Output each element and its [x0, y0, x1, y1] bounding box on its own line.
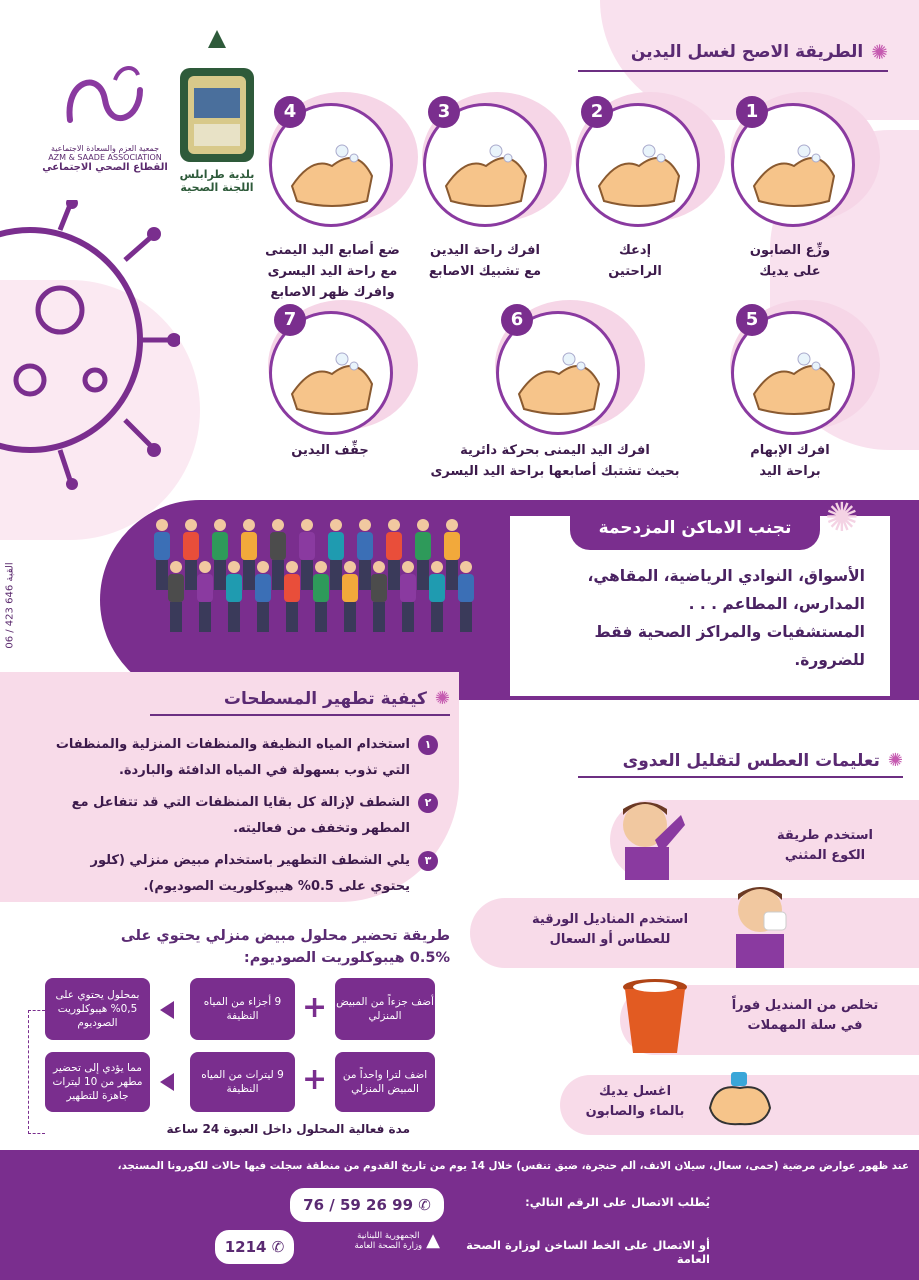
- person-legs: [373, 602, 385, 632]
- person-head: [417, 519, 429, 531]
- person-head: [388, 519, 400, 531]
- person-head: [301, 519, 313, 531]
- bleach-row1-a: أضف جزءاً من المبيض المنزلي: [335, 978, 435, 1040]
- bleach-row1-c: بمحلول يحتوي على 0,5% هيبوكلوريت الصوديوم: [45, 978, 150, 1040]
- person-legs: [257, 602, 269, 632]
- step-1-number: 1: [736, 96, 768, 128]
- crowd-line-4: للضرورة.: [794, 651, 865, 669]
- person-head: [431, 561, 443, 573]
- step-6-caption-line-2: بحيث تشتبك أصابعها براحة اليد اليسرى: [430, 464, 680, 479]
- step-6-number: 6: [501, 304, 533, 336]
- azm-sector: القطاع الصحي الاجتماعي: [42, 162, 168, 173]
- person-legs: [344, 602, 356, 632]
- crowd-people-icon: [150, 505, 480, 645]
- sneeze-title: تعليمات العطس لتقليل العدوى: [622, 750, 880, 771]
- crowd-line-1: الأسواق، النوادي الرياضية، المقاهي،: [587, 567, 865, 585]
- sneeze-item-1: [770, 826, 880, 866]
- crowd-title: تجنب الاماكن المزدحمة: [598, 518, 792, 538]
- person-legs: [228, 602, 240, 632]
- handwash-title: الطريقة الاصح لغسل اليدين: [630, 42, 864, 62]
- person-legs: [243, 560, 255, 590]
- person-body: [270, 532, 286, 560]
- phone-icon: ✆: [271, 1238, 285, 1256]
- bleach-row2-a: اضف لترا واحداً من المبيض المنزلي: [335, 1052, 435, 1112]
- person-legs: [431, 602, 443, 632]
- surfaces-item-1-line-1: استخدام المياه النظيفة والمنظفات المنزلية والمنظفات: [55, 737, 410, 752]
- tissue-sneeze-icon: [720, 878, 800, 968]
- sneeze-header: [578, 750, 903, 778]
- azm-name-ar: جمعية العزم والسعادة الاجتماعية: [50, 144, 160, 153]
- hotline-number: 1214: [224, 1238, 267, 1256]
- bleach-note: مدة فعالية المحلول داخل العبوة 24 ساعة: [166, 1122, 410, 1136]
- surfaces-title: كيفية تطهير المسطحات: [223, 688, 427, 709]
- person-body: [400, 574, 416, 602]
- step-5-number: 5: [736, 304, 768, 336]
- crowd-text: [515, 562, 865, 674]
- sneeze-item-2-line-1: استخدم المناديل الورقية: [531, 912, 689, 927]
- person-head: [170, 561, 182, 573]
- municipality-emblem: [174, 28, 260, 168]
- virus-bullet-icon: ✺: [887, 750, 903, 771]
- step-2-caption-line-1: إدعك: [618, 243, 652, 258]
- trash-bin-icon: [620, 975, 690, 1055]
- bleach-row1-b: 9 أجزاء من المياه النظيفة: [190, 978, 295, 1040]
- person-legs: [301, 560, 313, 590]
- person-head: [185, 519, 197, 531]
- step-5-caption-line-2: براحة اليد: [759, 464, 821, 479]
- crowd-line-3: المستشفيات والمراكز الصحية فقط: [594, 623, 865, 641]
- step-3-number: 3: [428, 96, 460, 128]
- step-4-caption-line-1: ضع أصابع اليد اليمنى: [265, 243, 400, 258]
- person-legs: [156, 560, 168, 590]
- person-body: [299, 532, 315, 560]
- surfaces-list: [18, 732, 438, 906]
- surfaces-item-2: [18, 790, 438, 842]
- arrow-left-icon: [160, 1073, 174, 1091]
- elbow-sneeze-icon: [615, 795, 685, 880]
- person-legs: [199, 602, 211, 632]
- cedar-icon: ▲: [426, 1230, 440, 1251]
- person-body: [255, 574, 271, 602]
- phone-number: 76 / 59 26 99: [303, 1196, 414, 1214]
- municipality-logo: [172, 28, 262, 194]
- step-2-number: 2: [581, 96, 613, 128]
- person-body: [168, 574, 184, 602]
- ministry-line-1: الجمهورية اللبنانية: [357, 1230, 420, 1241]
- virus-bullet-icon: ✺: [434, 688, 450, 709]
- person-body: [313, 574, 329, 602]
- person-legs: [359, 560, 371, 590]
- person-body: [342, 574, 358, 602]
- person-legs: [170, 602, 182, 632]
- phone-number-pill[interactable]: [290, 1188, 444, 1222]
- azm-logo: [40, 60, 170, 173]
- person-body: [415, 532, 431, 560]
- surfaces-item-1: [18, 732, 438, 784]
- step-6-caption: [420, 440, 690, 482]
- sneeze-item-1-line-2: الكوع المثني: [784, 848, 866, 863]
- person-head: [446, 519, 458, 531]
- crowd-line-2: المدارس، المطاعم . . .: [688, 595, 865, 613]
- step-4-caption: [250, 240, 415, 303]
- surfaces-item-2-line-2: المطهر وتخفف من فعاليته.: [233, 821, 410, 836]
- arrow-left-icon: [160, 1001, 174, 1019]
- person-legs: [417, 560, 429, 590]
- number-badge: ٣: [418, 851, 438, 871]
- sneeze-item-2: [510, 910, 710, 950]
- bleach-row2-b: 9 ليترات من المياه النظيفة: [190, 1052, 295, 1112]
- bleach-dotted-line: [28, 1010, 45, 1134]
- step-1-caption: [735, 240, 845, 282]
- virus-bullet-icon: ✺: [871, 40, 888, 64]
- step-3-caption: [410, 240, 560, 282]
- person-legs: [402, 602, 414, 632]
- step-7-caption-line-1: جفِّف اليدين: [291, 443, 369, 458]
- surfaces-item-2-line-1: الشطف لإزالة كل بقايا المنظفات التي قد تتفاعل مع: [71, 795, 410, 810]
- sneeze-item-3: [720, 996, 890, 1036]
- municipality-name: بلدية طرابلس: [179, 168, 255, 181]
- crowd-virus-icon: ✺: [825, 495, 859, 541]
- person-head: [257, 561, 269, 573]
- ministry-line-2: وزارة الصحة العامة: [354, 1240, 423, 1251]
- person-body: [226, 574, 242, 602]
- bleach-title: [30, 925, 450, 969]
- person-head: [315, 561, 327, 573]
- surfaces-item-3-line-1: يلي الشطف التطهير باستخدام مبيض منزلي (كلور: [90, 853, 410, 868]
- step-1-caption-line-2: على يديك: [759, 264, 821, 279]
- side-phone: القبة 646 423 / 06: [4, 562, 16, 649]
- step-5-caption-line-1: افرك الإبهام: [750, 443, 830, 458]
- surfaces-item-3-line-2: يحتوي على 0.5% هيبوكلوريت الصوديوم).: [143, 879, 410, 894]
- surfaces-item-1-line-2: التي تذوب بسهولة في المياه الدافئة والباردة.: [118, 763, 410, 778]
- surfaces-header: [150, 688, 450, 716]
- person-body: [458, 574, 474, 602]
- person-head: [286, 561, 298, 573]
- person-body: [444, 532, 460, 560]
- step-1-caption-line-1: وزِّع الصابون: [749, 243, 831, 258]
- number-badge: ٢: [418, 793, 438, 813]
- person-body: [386, 532, 402, 560]
- plus-icon: +: [302, 990, 328, 1025]
- person-head: [199, 561, 211, 573]
- person-legs: [460, 602, 472, 632]
- person-head: [330, 519, 342, 531]
- person-body: [183, 532, 199, 560]
- person-body: [357, 532, 373, 560]
- person-head: [156, 519, 168, 531]
- step-4-number: 4: [274, 96, 306, 128]
- person-legs: [185, 560, 197, 590]
- person-body: [241, 532, 257, 560]
- sneeze-item-1-line-1: استخدم طريقة: [777, 828, 873, 843]
- number-badge: ١: [418, 735, 438, 755]
- person-head: [460, 561, 472, 573]
- virus-illustration: [0, 200, 180, 500]
- handwash-soap-icon: [705, 1068, 775, 1128]
- person-legs: [272, 560, 284, 590]
- footer-line-3: أو الاتصال على الخط الساخن لوزارة الصحة العامة: [466, 1238, 710, 1266]
- sneeze-item-4: [575, 1082, 695, 1122]
- step-7-number: 7: [274, 304, 306, 336]
- plus-icon: +: [302, 1062, 328, 1097]
- bleach-row2-c: مما يؤدي إلى تحضير مطهر من 10 ليترات جاهزة للتطهير: [45, 1052, 150, 1112]
- person-body: [197, 574, 213, 602]
- step-6-caption-line-1: افرك اليد اليمنى بحركة دائرية: [460, 443, 650, 458]
- step-3-caption-line-2: مع تشبيك الاصابع: [428, 264, 542, 279]
- person-body: [212, 532, 228, 560]
- surfaces-item-3: [18, 848, 438, 900]
- azm-name-en: AZM & SAADE ASSOCIATION: [48, 153, 162, 162]
- step-2-caption-line-2: الراحتين: [608, 264, 662, 279]
- azm-logo-mark: [60, 60, 150, 140]
- person-legs: [214, 560, 226, 590]
- committee-name: اللجنة الصحية: [180, 181, 254, 194]
- person-body: [154, 532, 170, 560]
- person-legs: [286, 602, 298, 632]
- person-head: [402, 561, 414, 573]
- handwash-header: [578, 40, 888, 72]
- step-7-caption: [280, 440, 380, 461]
- person-legs: [446, 560, 458, 590]
- person-body: [284, 574, 300, 602]
- footer-line-1: عند ظهور عوارض مرضية (حمى، سعال، سيلان الانف، ألم حنجرة، ضيق تنفس) خلال 14 يوم من تاريخ القدوم من منطقة سجلت فيها حالات للكورونا المستجد،: [117, 1160, 909, 1172]
- hotline-pill[interactable]: [215, 1230, 294, 1264]
- ministry-logo: [300, 1230, 440, 1251]
- step-5-caption: [735, 440, 845, 482]
- step-4-caption-line-2: مع راحة اليد اليسرى: [267, 264, 398, 279]
- crowd-illustration: [150, 505, 480, 645]
- person-legs: [330, 560, 342, 590]
- person-head: [344, 561, 356, 573]
- person-body: [328, 532, 344, 560]
- person-body: [371, 574, 387, 602]
- person-body: [429, 574, 445, 602]
- person-head: [243, 519, 255, 531]
- person-legs: [388, 560, 400, 590]
- footer-line-2: يُطلب الاتصال على الرقم التالي:: [525, 1195, 710, 1209]
- sneeze-item-3-line-1: تخلص من المنديل فوراً: [731, 998, 879, 1013]
- person-head: [228, 561, 240, 573]
- sneeze-item-4-line-1: اغسل يديك: [598, 1084, 672, 1099]
- person-head: [214, 519, 226, 531]
- person-head: [373, 561, 385, 573]
- step-3-caption-line-1: افرك راحة اليدين: [430, 243, 540, 258]
- phone-icon: ✆: [418, 1196, 431, 1214]
- bleach-title-line-2: 0.5% هيبوكلوريت الصوديوم:: [243, 950, 450, 966]
- sneeze-item-4-line-2: بالماء والصابون: [585, 1104, 685, 1119]
- step-2-caption: [580, 240, 690, 282]
- person-head: [272, 519, 284, 531]
- person-legs: [315, 602, 327, 632]
- step-4-caption-line-3: وافرك ظهر الاصابع: [270, 285, 395, 300]
- sneeze-item-3-line-2: في سلة المهملات: [747, 1018, 863, 1033]
- bleach-title-line-1: طريقة تحضير محلول مبيض منزلي يحتوي على: [120, 928, 450, 944]
- sneeze-item-2-line-2: للعطاس أو السعال: [549, 932, 671, 947]
- person-head: [359, 519, 371, 531]
